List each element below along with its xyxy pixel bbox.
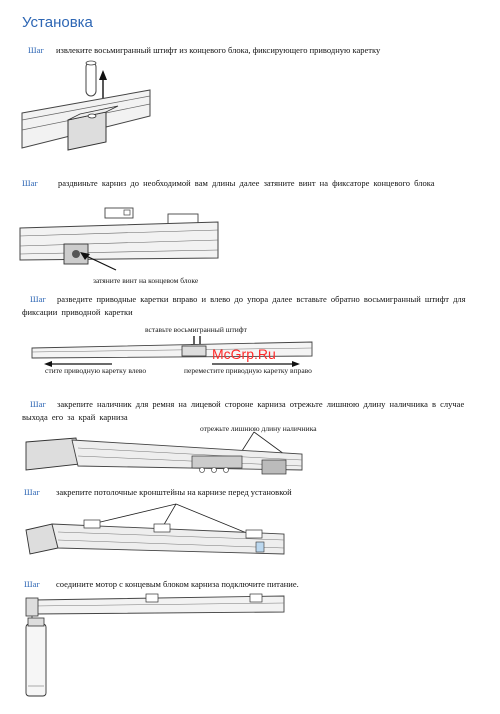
step-4-text: закрепите наличник для ремня на лицевой стороне карниза отрежьте лишнюю длину наличника в случае выхода его за край карниза [22, 399, 465, 422]
step-5-label: Шаг [24, 487, 40, 497]
step-3-text: разведите приводные каретки вправо и влево до упора далее вставьте обратно восьмигранный штифт для фиксации приводной каретки [22, 294, 466, 317]
step-3-caption-left: стите приводную каретку влево [45, 366, 147, 375]
step-2-text: раздвиньте карниз до необходимой вам длины далее затяните винт на фиксаторе концевого блока [58, 178, 435, 188]
step-6-illustration [22, 592, 292, 704]
step-2-illustration [20, 202, 220, 282]
step-5-text: закрепите потолочные кронштейны на карнизе перед установкой [56, 487, 292, 497]
step-5-illustration [22, 500, 292, 570]
step-3-label: Шаг [30, 294, 46, 304]
step-4-caption: отрежьте лишнюю длину наличника [200, 424, 317, 433]
watermark: McGrp.Ru [212, 346, 276, 362]
step-6-text: соедините мотор с концевым блоком карниза подключите питание. [56, 579, 299, 589]
step-4-label: Шаг [30, 399, 46, 409]
step-3-caption-right: переместите приводную каретку вправо [184, 366, 312, 375]
step-2-label: Шаг [22, 178, 38, 188]
step-1-illustration [22, 58, 172, 168]
page-title: Установка [22, 14, 93, 31]
step-1-text: извлеките восьмигранный штифт из концевого блока, фиксирующего приводную каретку [56, 45, 381, 55]
step-6-label: Шаг [24, 579, 40, 589]
step-3-caption-insert: вставьте восьмигранный штифт [145, 325, 247, 334]
step-2-caption: затяните винт на концевом блоке [93, 276, 199, 285]
step-1-label: Шаг [28, 45, 44, 55]
